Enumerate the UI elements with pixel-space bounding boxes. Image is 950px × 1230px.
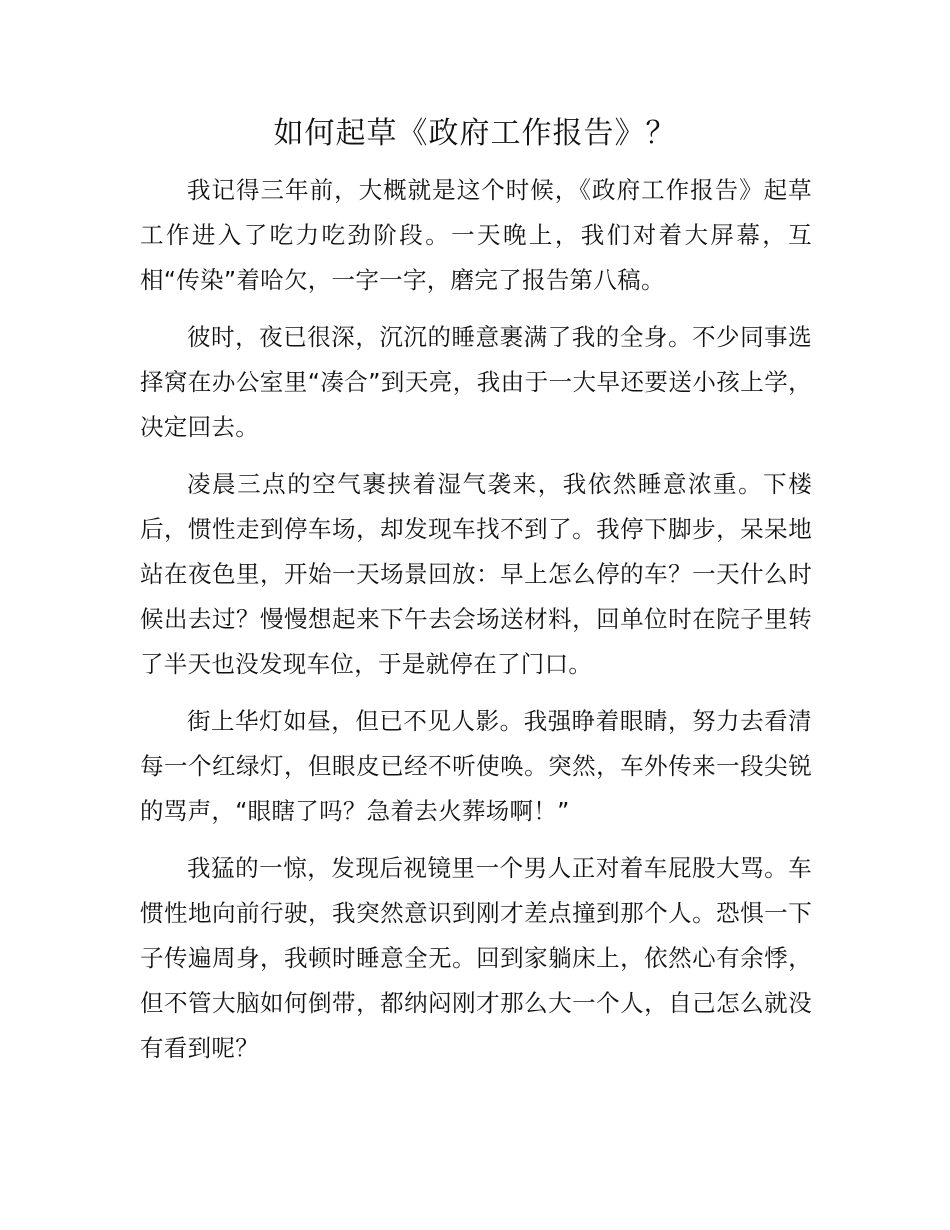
paragraph-5: 我猛的一惊，发现后视镜里一个男人正对着车屁股大骂。车惯性地向前行驶，我突然意识到刚才差点撞到那个人。恐惧一下子传遍周身，我顿时睡意全无。回到家躺床上，依然心有余悸，但不管大脑如何倒带，都纳闷刚才那么大一个人，自己怎么就没有看到呢？	[140, 854, 812, 1062]
document-title: 如何起草《政府工作报告》？	[273, 116, 677, 151]
paragraph-2: 彼时，夜已很深，沉沉的睡意裹满了我的全身。不少同事选择窝在办公室里“凑合”到天亮，我由于一大早还要送小孩上学，决定回去。	[140, 323, 812, 441]
paragraph-1: 我记得三年前，大概就是这个时候，《政府工作报告》起草工作进入了吃力吃劲阶段。一天晚上，我们对着大屏幕，互相“传染”着哈欠，一字一字，磨完了报告第八稿。	[140, 176, 812, 294]
document-body	[140, 168, 812, 1083]
paragraph-3: 凌晨三点的空气裹挟着湿气袭来，我依然睡意浓重。下楼后，惯性走到停车场，却发现车找不到了。我停下脚步，呆呆地站在夜色里，开始一天场景回放：早上怎么停的车？一天什么时候出去过？慢慢想起来下午去会场送材料，回单位时在院子里转了半天也没发现车位，于是就停在了门口。	[140, 470, 812, 678]
paragraph-4: 街上华灯如昼，但已不见人影。我强睁着眼睛，努力去看清每一个红绿灯，但眼皮已经不听使唤。突然，车外传来一段尖锐的骂声，“眼瞎了吗？急着去火葬场啊！”	[140, 707, 812, 825]
